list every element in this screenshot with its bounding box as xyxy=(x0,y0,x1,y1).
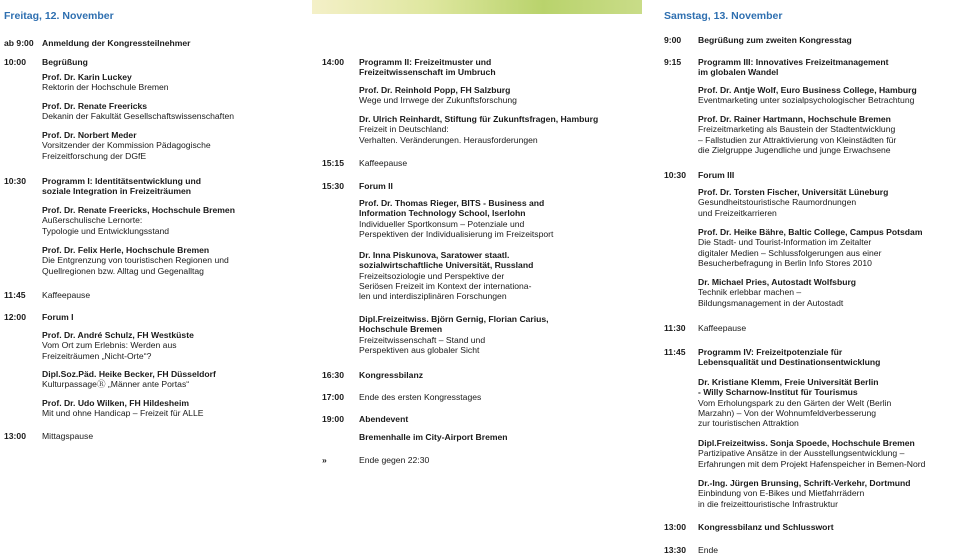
entry-line: Lebensqualität und Destinationsentwicklung xyxy=(698,357,881,368)
entry-time: » xyxy=(322,455,327,465)
entry-content xyxy=(42,72,169,93)
entry-content xyxy=(42,38,191,48)
entry-line: Forum II xyxy=(359,181,393,191)
entry-time: 9:00 xyxy=(664,35,682,45)
entry-line: Außerschulische Lernorte: xyxy=(42,215,143,226)
entry-content xyxy=(698,170,734,180)
entry-line: Prof. Dr. Thomas Rieger, BITS - Business and xyxy=(359,198,545,208)
entry-line: Dr. Michael Pries, Autostadt Wolfsburg xyxy=(698,277,857,287)
entry-line: KulturpassageⓇ „Männer ante Portas“ xyxy=(42,379,190,390)
entry-line: sozialwirtschaftliche Universität, Russland xyxy=(359,260,534,271)
entry-line: Kaffeepause xyxy=(698,323,747,333)
entry-line: Besucherbefragung in Berlin Info Stores 2010 xyxy=(698,257,872,268)
entry-time: 9:15 xyxy=(664,57,682,67)
entry-line: die Zielgruppe Jugendliche und junge Erwachsene xyxy=(698,144,891,155)
entry-line: Begrüßung zum zweiten Kongresstag xyxy=(698,35,852,45)
entry-line: Ende gegen 22:30 xyxy=(359,455,430,465)
entry-line: Prof. Dr. Antje Wolf, Euro Business College, Hamburg xyxy=(698,85,917,95)
entry-line: Dr. Kristiane Klemm, Freie Universität Berlin xyxy=(698,377,879,387)
entry-line: Prof. Dr. Renate Freericks xyxy=(42,101,148,111)
entry-content xyxy=(698,187,888,218)
entry-line: Dipl.Freizeitwiss. Björn Gernig, Florian Carius, xyxy=(359,314,549,324)
entry-content xyxy=(42,369,216,390)
entry-line: Vom Ort zum Erlebnis: Werden aus xyxy=(42,340,177,351)
entry-line: Prof. Dr. Udo Wilken, FH Hildesheim xyxy=(42,398,189,408)
entry-content xyxy=(359,392,481,402)
entry-line: Prof. Dr. André Schulz, FH Westküste xyxy=(42,330,194,340)
entry-line: Freizeiträumen „Nicht-Orte“? xyxy=(42,350,152,361)
entry-time: 11:30 xyxy=(664,323,686,333)
entry-line: Dr.-Ing. Jürgen Brunsing, Schrift-Verkehr, Dortmund xyxy=(698,478,911,488)
entry-line: Erfahrungen mit dem Projekt Hafenspeicher in Bemen-Nord xyxy=(698,458,926,469)
entry-line: soziale Integration in Freizeiträumen xyxy=(42,186,191,197)
entry-line: Kongressbilanz xyxy=(359,370,423,380)
entry-line: und Freizeitkarrieren xyxy=(698,207,777,218)
entry-line: Einbindung von E-Bikes und Mietfahrrädern xyxy=(698,488,865,499)
entry-time: 14:00 xyxy=(322,57,344,67)
entry-line: Eventmarketing unter sozialpsychologischer Betrachtung xyxy=(698,95,915,106)
entry-content xyxy=(698,438,925,469)
entry-line: Programm I: Identitätsentwicklung und xyxy=(42,176,201,186)
entry-content xyxy=(42,431,93,441)
entry-line: Vorsitzender der Kommission Pädagogische xyxy=(42,140,211,151)
entry-line: Information Technology School, Iserlohn xyxy=(359,208,526,219)
entry-line: Gesundheitstouristische Raumordnungen xyxy=(698,197,857,208)
entry-line: Abendevent xyxy=(359,414,409,424)
entry-content xyxy=(698,85,917,106)
entry-line: Programm III: Innovatives Freizeitmanagement xyxy=(698,57,889,67)
entry-content xyxy=(698,114,896,155)
entry-line: Seriösen Freizeit im Kontext der internationa- xyxy=(359,280,532,291)
entry-line: Individueller Sportkonsum – Potenziale und xyxy=(359,218,525,229)
entry-line: Anmeldung der Kongressteilnehmer xyxy=(42,38,191,48)
entry-content xyxy=(698,227,922,268)
decorative-banner xyxy=(312,0,642,14)
entry-content xyxy=(359,414,408,424)
entry-content xyxy=(42,205,235,236)
entry-line: in die freizeittouristische Infrastruktur xyxy=(698,498,838,509)
entry-line: Programm II: Freizeitmuster und xyxy=(359,57,492,67)
entry-line: Forum I xyxy=(42,312,74,322)
entry-line: Dr. Ulrich Reinhardt, Stiftung für Zukunftsfragen, Hamburg xyxy=(359,114,599,124)
entry-time: 10:30 xyxy=(4,176,26,186)
entry-content xyxy=(359,57,496,78)
entry-line: Freizeitmarketing als Baustein der Stadtentwicklung xyxy=(698,124,896,135)
entry-time: 13:00 xyxy=(4,431,26,441)
entry-line: len und interdisziplinären Forschungen xyxy=(359,291,507,302)
entry-line: – Fallstudien zur Attraktivierung von Kleinstädten für xyxy=(698,134,897,145)
entry-line: Mittagspause xyxy=(42,431,94,441)
entry-content xyxy=(42,130,211,161)
entry-line: Marzahn) – Von der Wohnumfeldverbesserung xyxy=(698,407,877,418)
entry-line: Ende xyxy=(698,545,719,555)
entry-content xyxy=(698,377,891,428)
entry-time: 12:00 xyxy=(4,312,26,322)
entry-line: Forum III xyxy=(698,170,735,180)
entry-line: Kongressbilanz und Schlusswort xyxy=(698,522,834,532)
entry-line: Prof. Dr. Renate Freericks, Hochschule Bremen xyxy=(42,205,235,215)
day-title-friday: Freitag, 12. November xyxy=(4,10,114,22)
entry-content xyxy=(359,181,393,191)
entry-content xyxy=(359,198,553,239)
entry-time: 19:00 xyxy=(322,414,344,424)
entry-line: Prof. Dr. Felix Herle, Hochschule Bremen xyxy=(42,245,210,255)
entry-line: Prof. Dr. Karin Luckey xyxy=(42,72,132,82)
entry-line: Programm IV: Freizeitpotenziale für xyxy=(698,347,843,357)
entry-line: Ende des ersten Kongresstages xyxy=(359,392,482,402)
entry-line: Quellregionen bzw. Alltag und Gegenalltag xyxy=(42,265,204,276)
entry-content xyxy=(359,250,533,301)
entry-line: Freizeitforschung der DGfE xyxy=(42,150,147,161)
entry-line: - Willy Scharnow-Institut für Tourismus xyxy=(698,387,858,398)
entry-line: Kaffeepause xyxy=(359,158,408,168)
entry-content xyxy=(359,158,407,168)
entry-content xyxy=(42,290,90,300)
entry-line: Freizeitwissenschaft – Stand und xyxy=(359,334,486,345)
entry-time: 13:30 xyxy=(664,545,686,555)
entry-line: digitaler Medien – Schlussfolgerungen aus einer xyxy=(698,247,882,258)
entry-line: Dekanin der Fakultät Gesellschaftswissenschaften xyxy=(42,111,235,122)
entry-line: Partizipative Ansätze in der Ausstellungsentwicklung – xyxy=(698,448,905,459)
entry-line: Vom Erholungspark zu den Gärten der Welt (Berlin xyxy=(698,397,892,408)
column-friday xyxy=(4,0,304,441)
entry-time: ab 9:00 xyxy=(4,38,34,48)
entry-content xyxy=(698,478,910,509)
entry-content xyxy=(42,57,88,67)
entry-time: 16:30 xyxy=(322,370,344,380)
entry-line: Perspektiven der Individualisierung im Freizeitsport xyxy=(359,228,554,239)
entry-line: Typologie und Entwicklungsstand xyxy=(42,225,170,236)
entry-time: 15:30 xyxy=(322,181,344,191)
entry-time: 13:00 xyxy=(664,522,686,532)
entry-line: Begrüßung xyxy=(42,57,88,67)
entry-line: Bremenhalle im City-Airport Bremen xyxy=(359,432,508,442)
entry-line: Prof. Dr. Torsten Fischer, Universität Lüneburg xyxy=(698,187,889,197)
entry-content xyxy=(698,277,856,308)
entry-content xyxy=(42,101,234,122)
entry-time: 11:45 xyxy=(4,290,26,300)
entry-content xyxy=(698,57,889,78)
entry-content xyxy=(42,330,194,361)
entry-time: 15:15 xyxy=(322,158,344,168)
column-saturday xyxy=(664,0,955,555)
entry-line: Prof. Dr. Norbert Meder xyxy=(42,130,137,140)
entry-line: Perspektiven aus globaler Sicht xyxy=(359,344,480,355)
day-title-saturday: Samstag, 13. November xyxy=(664,10,783,22)
entry-content xyxy=(359,114,598,145)
entry-content xyxy=(42,176,201,197)
entry-line: Dipl.Soz.Päd. Heike Becker, FH Düsseldorf xyxy=(42,369,216,379)
entry-line: Freizeit in Deutschland: xyxy=(359,124,449,135)
entry-line: Freizeitsoziologie und Perspektive der xyxy=(359,270,505,281)
entry-line: Wege und Irrwege der Zukunftsforschung xyxy=(359,95,517,106)
entry-line: Dr. Inna Piskunova, Saratower staatl. xyxy=(359,250,510,260)
entry-line: Die Entgrenzung von touristischen Regionen und xyxy=(42,255,229,266)
entry-line: Rektorin der Hochschule Bremen xyxy=(42,82,169,93)
entry-content xyxy=(42,245,229,276)
entry-content xyxy=(698,545,718,555)
entry-content xyxy=(698,35,852,45)
entry-content xyxy=(359,432,508,442)
entry-content xyxy=(42,312,74,322)
entry-content xyxy=(359,314,549,355)
entry-line: Technik erlebbar machen – xyxy=(698,287,802,298)
entry-content xyxy=(359,85,517,106)
entry-line: Verhalten. Veränderungen. Herausforderungen xyxy=(359,134,538,145)
entry-time: 11:45 xyxy=(664,347,686,357)
entry-line: Kaffeepause xyxy=(42,290,91,300)
entry-line: Bildungsmanagement in der Autostadt xyxy=(698,297,844,308)
entry-line: Dipl.Freizeitwiss. Sonja Spoede, Hochschule Bremen xyxy=(698,438,915,448)
entry-content xyxy=(42,398,203,419)
entry-time: 17:00 xyxy=(322,392,344,402)
entry-time: 10:00 xyxy=(4,57,26,67)
entry-content xyxy=(698,522,834,532)
entry-line: zur touristischen Attraktion xyxy=(698,418,799,429)
entry-line: Freizeitwissenschaft im Umbruch xyxy=(359,67,496,78)
entry-content xyxy=(359,455,429,465)
entry-line: Hochschule Bremen xyxy=(359,324,443,335)
entry-time: 10:30 xyxy=(664,170,686,180)
entry-line: Prof. Dr. Rainer Hartmann, Hochschule Bremen xyxy=(698,114,891,124)
entry-line: Mit und ohne Handicap – Freizeit für ALLE xyxy=(42,408,204,419)
entry-content xyxy=(359,370,423,380)
entry-line: Die Stadt- und Tourist-Information im Zeitalter xyxy=(698,237,872,248)
entry-line: Prof. Dr. Reinhold Popp, FH Salzburg xyxy=(359,85,511,95)
entry-content xyxy=(698,323,746,333)
entry-content xyxy=(698,347,880,368)
entry-line: im globalen Wandel xyxy=(698,67,779,78)
entry-line: Prof. Dr. Heike Bähre, Baltic College, Campus Potsdam xyxy=(698,227,923,237)
